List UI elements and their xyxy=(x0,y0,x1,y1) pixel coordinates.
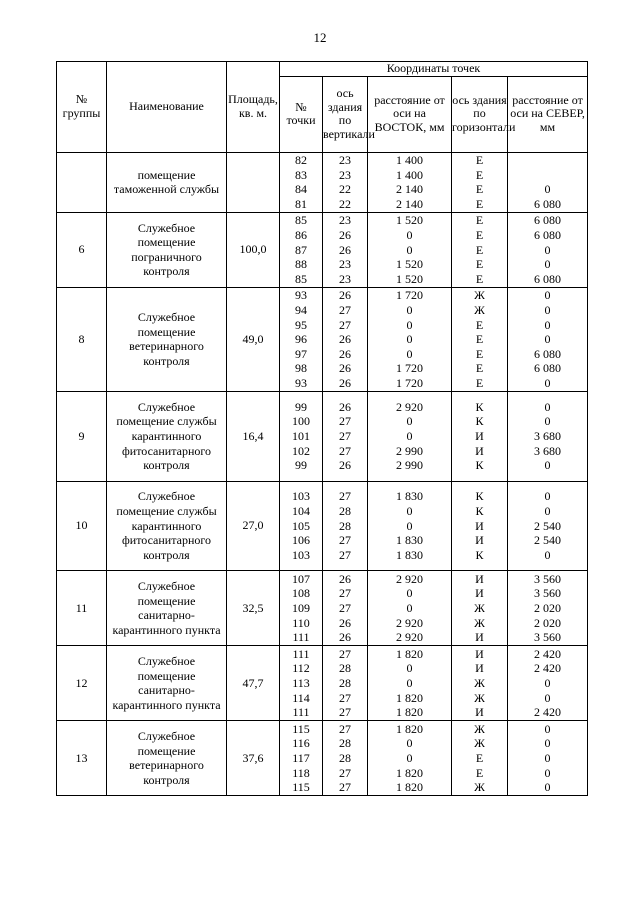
cell-vert: 27 xyxy=(339,429,351,444)
cell-north: 0 xyxy=(544,765,551,780)
cell-north: 0 xyxy=(544,750,551,765)
room-name: Служебное помещение службы карантинного фитосанитарного контроля xyxy=(107,392,227,482)
cell-horiz: Е xyxy=(475,196,484,211)
col-horiz xyxy=(452,571,508,646)
cell-horiz: Е xyxy=(475,317,484,332)
cell-east: 1 720 xyxy=(396,361,423,376)
header-axis-vertical: ось здания по вертикали xyxy=(323,76,368,152)
cell-vert: 28 xyxy=(339,518,351,533)
cell-vert: 27 xyxy=(339,586,351,601)
cell-east: 1 820 xyxy=(396,705,423,720)
col-horiz xyxy=(452,392,508,482)
cell-north: 0 xyxy=(544,375,551,390)
cell-points: 111 xyxy=(292,646,310,661)
cell-east: 1 520 xyxy=(396,213,423,228)
cell-horiz: К xyxy=(475,399,484,414)
group-number xyxy=(57,152,107,212)
cell-horiz: К xyxy=(475,458,484,473)
cell-east: 2 920 xyxy=(396,630,423,645)
col-horiz xyxy=(452,212,508,287)
cell-points: 96 xyxy=(295,332,307,347)
room-name: Служебное помещение санитарно-карантинного пункта xyxy=(107,646,227,721)
cell-vert: 27 xyxy=(339,414,351,429)
cell-north: 0 xyxy=(544,504,551,519)
room-area: 27,0 xyxy=(227,481,280,571)
cell-points: 101 xyxy=(292,429,310,444)
cell-horiz: Е xyxy=(475,167,484,182)
cell-east: 1 520 xyxy=(396,257,423,272)
page-number: 12 xyxy=(313,30,327,45)
cell-horiz: И xyxy=(475,518,484,533)
cell-points: 93 xyxy=(295,288,307,303)
col-north xyxy=(508,212,588,287)
col-horiz xyxy=(452,287,508,391)
cell-horiz: Е xyxy=(475,242,484,257)
group-number: 8 xyxy=(57,287,107,391)
cell-north: 2 420 xyxy=(534,705,562,720)
cell-points: 108 xyxy=(292,586,310,601)
cell-horiz: И xyxy=(475,646,484,661)
cell-horiz: Ж xyxy=(474,690,485,705)
cell-points: 109 xyxy=(292,600,310,615)
cell-horiz: Е xyxy=(475,228,484,242)
cell-points: 105 xyxy=(292,518,310,533)
col-points xyxy=(280,287,323,391)
col-points xyxy=(280,481,323,571)
cell-north: 6 080 xyxy=(534,228,562,242)
cell-horiz: Ж xyxy=(474,675,485,690)
cell-vert: 22 xyxy=(339,182,351,197)
cell-vert: 26 xyxy=(339,630,351,645)
cell-horiz: Е xyxy=(475,153,484,167)
cell-north: 3 560 xyxy=(534,630,562,645)
cell-north: 3 680 xyxy=(534,443,562,458)
cell-east: 0 xyxy=(406,332,413,347)
col-horiz xyxy=(452,152,508,212)
cell-north: 2 420 xyxy=(534,646,562,661)
room-area xyxy=(227,152,280,212)
cell-north: 0 xyxy=(544,288,551,303)
cell-vert: 26 xyxy=(339,332,351,347)
cell-horiz: Е xyxy=(475,361,484,376)
cell-vert: 27 xyxy=(339,443,351,458)
cell-horiz: Е xyxy=(475,750,484,765)
cell-east: 0 xyxy=(406,303,413,317)
cell-vert: 27 xyxy=(339,690,351,705)
group-row xyxy=(57,392,588,482)
cell-horiz: И xyxy=(475,586,484,601)
cell-vert: 26 xyxy=(339,228,351,242)
cell-north: 6 080 xyxy=(534,346,562,361)
cell-east: 1 830 xyxy=(396,533,423,548)
col-north xyxy=(508,152,588,212)
cell-horiz: Ж xyxy=(474,736,485,751)
col-horiz xyxy=(452,646,508,721)
cell-vert: 27 xyxy=(339,600,351,615)
cell-north: 2 020 xyxy=(534,600,562,615)
cell-horiz: И xyxy=(475,571,484,586)
cell-points: 87 xyxy=(295,242,307,257)
cell-horiz: Е xyxy=(475,765,484,780)
cell-east: 0 xyxy=(406,661,413,676)
cell-east: 1 720 xyxy=(396,375,423,390)
col-points xyxy=(280,721,323,796)
cell-east: 0 xyxy=(406,242,413,257)
cell-horiz: И xyxy=(475,661,484,676)
cell-horiz: И xyxy=(475,630,484,645)
col-north xyxy=(508,481,588,571)
group-row xyxy=(57,152,588,212)
cell-north: 0 xyxy=(544,458,551,473)
cell-points: 99 xyxy=(295,458,307,473)
col-east xyxy=(368,212,452,287)
cell-vert: 23 xyxy=(339,257,351,272)
header-group-no: № группы xyxy=(57,62,107,153)
cell-points: 111 xyxy=(292,705,310,720)
cell-vert: 27 xyxy=(339,705,351,720)
cell-east: 0 xyxy=(406,504,413,519)
cell-horiz: И xyxy=(475,429,484,444)
cell-east: 1 830 xyxy=(396,489,423,504)
cell-points: 114 xyxy=(292,690,310,705)
cell-horiz: И xyxy=(475,443,484,458)
cell-points: 86 xyxy=(295,228,307,242)
cell-vert: 27 xyxy=(339,646,351,661)
cell-north: 0 xyxy=(544,547,551,562)
cell-north: 6 080 xyxy=(534,361,562,376)
cell-north: 0 xyxy=(544,303,551,317)
room-name: Служебное помещение санитарно-карантинного пункта xyxy=(107,571,227,646)
cell-east: 2 990 xyxy=(396,443,423,458)
cell-east: 1 820 xyxy=(396,721,423,736)
cell-north: 0 xyxy=(544,332,551,347)
cell-horiz: К xyxy=(475,547,484,562)
cell-vert: 27 xyxy=(339,317,351,332)
cell-east: 0 xyxy=(406,429,413,444)
room-area: 32,5 xyxy=(227,571,280,646)
cell-north: 0 xyxy=(544,242,551,257)
cell-vert: 26 xyxy=(339,375,351,390)
room-name: Служебное помещение службы карантинного фитосанитарного контроля xyxy=(107,481,227,571)
cell-vert: 26 xyxy=(339,288,351,303)
cell-horiz: Е xyxy=(475,332,484,347)
col-north xyxy=(508,287,588,391)
cell-east: 2 920 xyxy=(396,615,423,630)
cell-north: 3 560 xyxy=(534,586,562,601)
cell-north: 6 080 xyxy=(534,213,562,228)
room-name: помещение таможенной службы xyxy=(107,152,227,212)
cell-vert: 28 xyxy=(339,675,351,690)
cell-points: 93 xyxy=(295,375,307,390)
cell-points: 83 xyxy=(295,167,307,182)
cell-east: 1 720 xyxy=(396,288,423,303)
cell-east: 2 140 xyxy=(396,182,423,197)
cell-vert: 26 xyxy=(339,571,351,586)
cell-points: 82 xyxy=(295,153,307,167)
room-area: 49,0 xyxy=(227,287,280,391)
cell-east: 1 520 xyxy=(396,271,423,286)
cell-north: 2 540 xyxy=(534,533,562,548)
cell-vert: 23 xyxy=(339,271,351,286)
col-points xyxy=(280,392,323,482)
cell-east: 0 xyxy=(406,518,413,533)
header-name: Наименование xyxy=(107,62,227,153)
cell-east: 1 820 xyxy=(396,646,423,661)
cell-points: 110 xyxy=(292,615,310,630)
cell-points: 112 xyxy=(292,661,310,676)
cell-vert: 27 xyxy=(339,780,351,795)
col-vert xyxy=(323,392,368,482)
col-vert xyxy=(323,212,368,287)
col-vert xyxy=(323,571,368,646)
cell-north: 2 020 xyxy=(534,615,562,630)
cell-north: 0 xyxy=(544,317,551,332)
cell-vert: 23 xyxy=(339,213,351,228)
col-vert xyxy=(323,481,368,571)
cell-points: 99 xyxy=(295,399,307,414)
cell-horiz: Ж xyxy=(474,780,485,795)
col-points xyxy=(280,646,323,721)
cell-horiz: К xyxy=(475,489,484,504)
col-east xyxy=(368,287,452,391)
coordinates-table xyxy=(56,61,588,796)
cell-vert: 27 xyxy=(339,547,351,562)
group-row xyxy=(57,571,588,646)
cell-north: 0 xyxy=(544,182,551,197)
cell-north: 3 680 xyxy=(534,429,562,444)
header-axis-horizontal: ось здания по горизонтали xyxy=(452,76,508,152)
cell-north: 0 xyxy=(544,414,551,429)
cell-points: 84 xyxy=(295,182,307,197)
cell-north: 0 xyxy=(544,690,551,705)
header-area: Площадь, кв. м. xyxy=(227,62,280,153)
cell-horiz: Е xyxy=(475,271,484,286)
cell-horiz: Ж xyxy=(474,721,485,736)
cell-vert: 23 xyxy=(339,167,351,182)
cell-points: 111 xyxy=(292,630,310,645)
cell-east: 0 xyxy=(406,586,413,601)
cell-vert: 26 xyxy=(339,615,351,630)
cell-north xyxy=(508,153,587,168)
cell-north: 0 xyxy=(544,257,551,272)
cell-vert: 27 xyxy=(339,533,351,548)
cell-east: 1 400 xyxy=(396,153,423,167)
cell-points: 115 xyxy=(292,721,310,736)
col-east xyxy=(368,571,452,646)
cell-horiz: Е xyxy=(475,213,484,228)
cell-horiz: Ж xyxy=(474,288,485,303)
col-vert xyxy=(323,152,368,212)
cell-vert: 26 xyxy=(339,458,351,473)
cell-east: 2 990 xyxy=(396,458,423,473)
col-east xyxy=(368,392,452,482)
cell-vert: 22 xyxy=(339,196,351,211)
col-points xyxy=(280,212,323,287)
room-name: Служебное помещение пограничного контроля xyxy=(107,212,227,287)
cell-points: 100 xyxy=(292,414,310,429)
cell-horiz: Ж xyxy=(474,600,485,615)
group-row xyxy=(57,287,588,391)
cell-points: 106 xyxy=(292,533,310,548)
cell-vert: 28 xyxy=(339,504,351,519)
cell-north: 0 xyxy=(544,489,551,504)
cell-east: 0 xyxy=(406,675,413,690)
group-number: 9 xyxy=(57,392,107,482)
cell-horiz: Е xyxy=(475,257,484,272)
group-number: 10 xyxy=(57,481,107,571)
col-points xyxy=(280,152,323,212)
col-horiz xyxy=(452,481,508,571)
room-name: Служебное помещение ветеринарного контроля xyxy=(107,721,227,796)
group-row xyxy=(57,481,588,571)
cell-points: 95 xyxy=(295,317,307,332)
col-vert xyxy=(323,287,368,391)
cell-east: 0 xyxy=(406,317,413,332)
col-vert xyxy=(323,646,368,721)
cell-east: 0 xyxy=(406,736,413,751)
cell-points: 118 xyxy=(292,765,310,780)
cell-north: 2 420 xyxy=(534,661,562,676)
cell-vert: 27 xyxy=(339,721,351,736)
cell-north: 2 540 xyxy=(534,518,562,533)
cell-vert: 28 xyxy=(339,661,351,676)
col-north xyxy=(508,721,588,796)
cell-north: 0 xyxy=(544,736,551,751)
cell-vert: 28 xyxy=(339,750,351,765)
cell-vert: 26 xyxy=(339,399,351,414)
cell-points: 85 xyxy=(295,271,307,286)
cell-east: 1 820 xyxy=(396,690,423,705)
cell-points: 85 xyxy=(295,213,307,228)
cell-east: 0 xyxy=(406,600,413,615)
cell-points: 97 xyxy=(295,346,307,361)
cell-north xyxy=(508,168,587,183)
cell-east: 1 820 xyxy=(396,765,423,780)
cell-horiz: Ж xyxy=(474,303,485,317)
cell-horiz: Ж xyxy=(474,615,485,630)
cell-horiz: Е xyxy=(475,182,484,197)
cell-points: 117 xyxy=(292,750,310,765)
cell-vert: 27 xyxy=(339,303,351,317)
cell-east: 0 xyxy=(406,228,413,242)
cell-points: 94 xyxy=(295,303,307,317)
room-area: 16,4 xyxy=(227,392,280,482)
cell-points: 116 xyxy=(292,736,310,751)
room-name: Служебное помещение ветеринарного контроля xyxy=(107,287,227,391)
cell-east: 0 xyxy=(406,750,413,765)
room-area: 100,0 xyxy=(227,212,280,287)
cell-east: 2 920 xyxy=(396,571,423,586)
group-row xyxy=(57,646,588,721)
cell-points: 103 xyxy=(292,547,310,562)
group-row xyxy=(57,212,588,287)
cell-horiz: И xyxy=(475,705,484,720)
group-number: 13 xyxy=(57,721,107,796)
cell-vert: 26 xyxy=(339,242,351,257)
cell-east: 1 820 xyxy=(396,780,423,795)
cell-east: 2 140 xyxy=(396,196,423,211)
col-horiz xyxy=(452,721,508,796)
cell-horiz: К xyxy=(475,414,484,429)
cell-points: 88 xyxy=(295,257,307,272)
cell-vert: 26 xyxy=(339,346,351,361)
header-dist-east: расстояние от оси на ВОСТОК, мм xyxy=(368,76,452,152)
cell-vert: 27 xyxy=(339,765,351,780)
cell-north: 0 xyxy=(544,675,551,690)
group-row xyxy=(57,721,588,796)
cell-points: 107 xyxy=(292,571,310,586)
col-east xyxy=(368,481,452,571)
cell-points: 102 xyxy=(292,443,310,458)
col-north xyxy=(508,646,588,721)
cell-north: 0 xyxy=(544,780,551,795)
cell-north: 0 xyxy=(544,721,551,736)
cell-points: 113 xyxy=(292,675,310,690)
col-east xyxy=(368,152,452,212)
cell-east: 0 xyxy=(406,414,413,429)
group-number: 12 xyxy=(57,646,107,721)
cell-vert: 27 xyxy=(339,489,351,504)
cell-points: 115 xyxy=(292,780,310,795)
room-area: 47,7 xyxy=(227,646,280,721)
cell-horiz: Е xyxy=(475,346,484,361)
cell-east: 0 xyxy=(406,346,413,361)
cell-north: 6 080 xyxy=(534,196,562,211)
cell-east: 2 920 xyxy=(396,399,423,414)
cell-horiz: К xyxy=(475,504,484,519)
group-number: 11 xyxy=(57,571,107,646)
cell-vert: 23 xyxy=(339,153,351,167)
cell-horiz: И xyxy=(475,533,484,548)
header-coords: Координаты точек xyxy=(280,62,588,77)
col-east xyxy=(368,721,452,796)
cell-east: 1 830 xyxy=(396,547,423,562)
cell-vert: 26 xyxy=(339,361,351,376)
col-points xyxy=(280,571,323,646)
cell-points: 104 xyxy=(292,504,310,519)
cell-points: 103 xyxy=(292,489,310,504)
cell-horiz: Е xyxy=(475,375,484,390)
col-east xyxy=(368,646,452,721)
header-point-no: № точки xyxy=(280,76,323,152)
cell-points: 81 xyxy=(295,196,307,211)
col-vert xyxy=(323,721,368,796)
cell-east: 1 400 xyxy=(396,167,423,182)
cell-points: 98 xyxy=(295,361,307,376)
header-dist-north: расстояние от оси на СЕВЕР, мм xyxy=(508,76,588,152)
cell-north: 3 560 xyxy=(534,571,562,586)
group-number: 6 xyxy=(57,212,107,287)
col-north xyxy=(508,571,588,646)
cell-north: 6 080 xyxy=(534,271,562,286)
cell-vert: 28 xyxy=(339,736,351,751)
cell-north: 0 xyxy=(544,399,551,414)
room-area: 37,6 xyxy=(227,721,280,796)
col-north xyxy=(508,392,588,482)
